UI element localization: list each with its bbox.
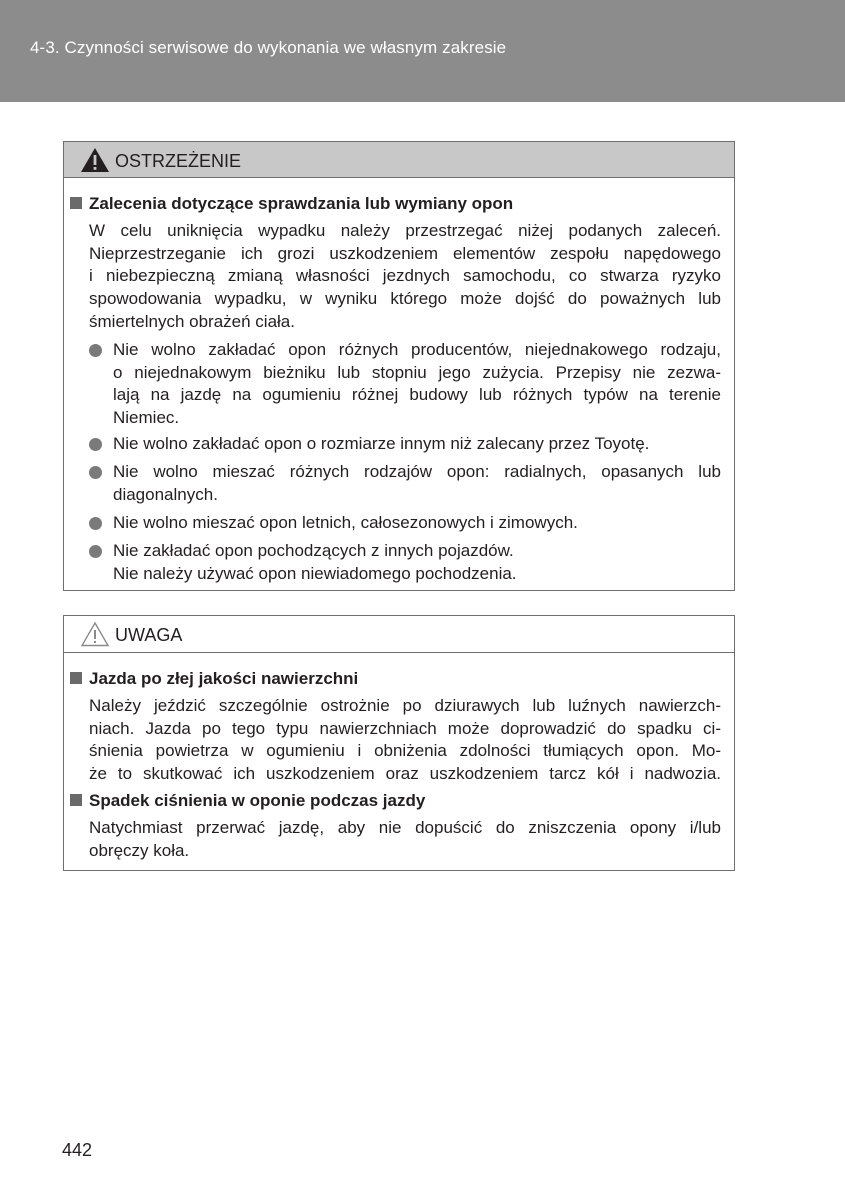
round-bullet-icon bbox=[89, 344, 102, 357]
text-line: Należy jeździć szczególnie ostrożnie po dziurawych lub luźnych nawierzch- bbox=[89, 696, 721, 715]
text-line: niach. Jazda po tego typu nawierzchniach może doprowadzić do spadku ci- bbox=[89, 718, 721, 738]
bullet-text bbox=[113, 339, 721, 430]
section-heading: 4-3. Czynności serwisowe do wykonania we własnym zakresie bbox=[30, 38, 507, 57]
text-line: że to skutkować ich uszkodzeniem oraz uszkodzeniem tarcz kół i nadwozia. bbox=[89, 764, 721, 784]
bullet-text bbox=[113, 461, 721, 506]
section-title bbox=[70, 669, 358, 689]
text-line: Nie wolno zakładać opon o rozmiarze innym niż zalecany przez Toyotę. bbox=[113, 434, 650, 453]
text-line: obręczy koła. bbox=[89, 840, 190, 860]
bullet-text bbox=[113, 512, 721, 535]
bullet-text bbox=[113, 540, 721, 585]
text-line: Nie wolno zakładać opon różnych producentów, niejednakowego rodzaju, bbox=[113, 340, 721, 359]
warning-label: OSTRZEŻENIE bbox=[115, 151, 242, 171]
text-line: Nieprzestrzeganie ich grozi uszkodzeniem elementów zespołu napędowego bbox=[89, 243, 721, 263]
text-line: diagonalnych. bbox=[113, 484, 218, 504]
bullet-text bbox=[113, 433, 721, 456]
text-line: Nie wolno mieszać opon letnich, całosezonowych i zimowych. bbox=[113, 513, 578, 532]
caution-paragraph bbox=[89, 817, 721, 862]
text-line: lają na jazdę na ogumieniu różnej budowy lub różnych typów na terenie bbox=[113, 385, 721, 405]
page-number: 442 bbox=[62, 1140, 93, 1160]
section-title-text: Jazda po złej jakości nawierzchni bbox=[89, 669, 359, 688]
round-bullet-icon bbox=[89, 466, 102, 479]
square-bullet-icon bbox=[70, 794, 82, 806]
section-title bbox=[70, 194, 513, 214]
warning-triangle-filled-icon bbox=[80, 147, 110, 173]
text-line: o niejednakowym bieżniku lub stopniu jego zużycia. Przepisy nie zezwa- bbox=[113, 362, 721, 382]
caution-box-header bbox=[64, 616, 734, 653]
section-title-text: Zalecenia dotyczące sprawdzania lub wymiany opon bbox=[89, 194, 514, 213]
section-title bbox=[70, 791, 425, 811]
page-header bbox=[0, 0, 845, 102]
text-line: Nie należy używać opon niewiadomego pochodzenia. bbox=[113, 563, 517, 583]
warning-intro-paragraph bbox=[89, 220, 721, 334]
warning-box-header bbox=[64, 142, 734, 178]
square-bullet-icon bbox=[70, 672, 82, 684]
caution-box bbox=[63, 615, 735, 871]
text-line: spowodowania wypadku, w wyniku którego może dojść do poważnych lub bbox=[89, 289, 721, 309]
round-bullet-icon bbox=[89, 438, 102, 451]
caution-label: UWAGA bbox=[115, 625, 183, 645]
warning-box bbox=[63, 141, 735, 591]
text-line: Natychmiast przerwać jazdę, aby nie dopuścić do zniszczenia opony i/lub bbox=[89, 818, 721, 837]
round-bullet-icon bbox=[89, 545, 102, 558]
text-line: Nie zakładać opon pochodzących z innych pojazdów. bbox=[113, 541, 514, 560]
section-title-text: Spadek ciśnienia w oponie podczas jazdy bbox=[89, 791, 426, 810]
caution-paragraph bbox=[89, 695, 721, 786]
warning-triangle-outline-icon bbox=[80, 621, 110, 647]
text-line: W celu uniknięcia wypadku należy przestrzegać niżej podanych zaleceń. bbox=[89, 221, 721, 240]
square-bullet-icon bbox=[70, 197, 82, 209]
text-line: Niemiec. bbox=[113, 408, 180, 428]
text-line: śmiertelnych obrażeń ciała. bbox=[89, 311, 295, 331]
text-line: i niebezpieczną zmianą własności jezdnych samochodu, co stwarza ryzyko bbox=[89, 266, 721, 286]
round-bullet-icon bbox=[89, 517, 102, 530]
text-line: śnienia powietrza w ogumieniu i obniżenia zdolności tłumiących opon. Mo- bbox=[89, 741, 721, 761]
text-line: Nie wolno mieszać różnych rodzajów opon: radialnych, opasanych lub bbox=[113, 462, 721, 481]
